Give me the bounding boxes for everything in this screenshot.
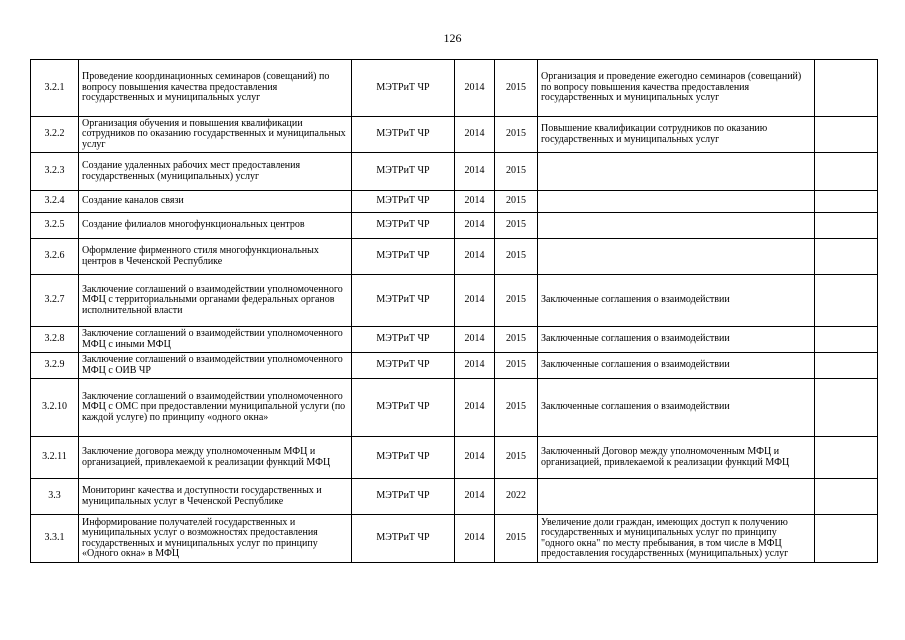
row-number: 3.2.9 (31, 353, 79, 379)
activity-name: Заключение соглашений о взаимодействии уполномоченного МФЦ с ОМС при предоставлении муниципальной услуги (по каждой услуге) по принципу «одного окна» (79, 379, 352, 437)
start-year: 2014 (455, 239, 495, 275)
end-year: 2022 (495, 479, 538, 515)
table-row (31, 437, 878, 479)
end-year: 2015 (495, 117, 538, 153)
row-number: 3.3 (31, 479, 79, 515)
start-year: 2014 (455, 275, 495, 327)
table-row (31, 239, 878, 275)
notes-cell (815, 153, 878, 191)
notes-cell (815, 191, 878, 213)
start-year: 2014 (455, 191, 495, 213)
row-number: 3.2.1 (31, 60, 79, 117)
activity-name: Проведение координационных семинаров (совещаний) по вопросу повышения качества предоставления государственных и муниципальных услуг (79, 60, 352, 117)
start-year: 2014 (455, 479, 495, 515)
start-year: 2014 (455, 153, 495, 191)
program-activities-table (30, 59, 878, 563)
expected-result (538, 153, 815, 191)
activity-name: Создание удаленных рабочих мест предоставления государственных (муниципальных) услуг (79, 153, 352, 191)
table-row (31, 379, 878, 437)
notes-cell (815, 213, 878, 239)
start-year: 2014 (455, 515, 495, 563)
page-number: 126 (443, 31, 462, 45)
activity-name: Создание каналов связи (79, 191, 352, 213)
table-row (31, 479, 878, 515)
activity-name: Мониторинг качества и доступности государственных и муниципальных услуг в Чеченской Республике (79, 479, 352, 515)
start-year: 2014 (455, 353, 495, 379)
start-year: 2014 (455, 213, 495, 239)
table-row (31, 515, 878, 563)
row-number: 3.2.7 (31, 275, 79, 327)
row-number: 3.2.5 (31, 213, 79, 239)
start-year: 2014 (455, 117, 495, 153)
expected-result (538, 213, 815, 239)
executor: МЭТРиТ ЧР (352, 437, 455, 479)
start-year: 2014 (455, 60, 495, 117)
notes-cell (815, 353, 878, 379)
end-year: 2015 (495, 60, 538, 117)
row-number: 3.2.8 (31, 327, 79, 353)
executor: МЭТРиТ ЧР (352, 327, 455, 353)
end-year: 2015 (495, 327, 538, 353)
table-row (31, 153, 878, 191)
expected-result (538, 191, 815, 213)
row-number: 3.2.11 (31, 437, 79, 479)
executor: МЭТРиТ ЧР (352, 191, 455, 213)
expected-result: Повышение квалификации сотрудников по оказанию государственных и муниципальных услуг (538, 117, 815, 153)
table-row (31, 213, 878, 239)
end-year: 2015 (495, 353, 538, 379)
row-number: 3.2.10 (31, 379, 79, 437)
executor: МЭТРиТ ЧР (352, 60, 455, 117)
expected-result: Заключенные соглашения о взаимодействии (538, 327, 815, 353)
activity-name: Организация обучения и повышения квалификации сотрудников по оказанию государственных и муниципальных услуг (79, 117, 352, 153)
expected-result: Заключенный Договор между уполномоченным МФЦ и организацией, привлекаемой к реализации функций МФЦ (538, 437, 815, 479)
expected-result: Заключенные соглашения о взаимодействии (538, 353, 815, 379)
activity-name: Заключение договора между уполномоченным МФЦ и организацией, привлекаемой к реализации функций МФЦ (79, 437, 352, 479)
activity-name: Создание филиалов многофункциональных центров (79, 213, 352, 239)
expected-result: Организация и проведение ежегодно семинаров (совещаний) по вопросу повышения качества предоставления государственных и муниципальных услуг (538, 60, 815, 117)
executor: МЭТРиТ ЧР (352, 153, 455, 191)
notes-cell (815, 479, 878, 515)
row-number: 3.2.4 (31, 191, 79, 213)
expected-result: Заключенные соглашения о взаимодействии (538, 275, 815, 327)
row-number: 3.2.2 (31, 117, 79, 153)
expected-result: Заключенные соглашения о взаимодействии (538, 379, 815, 437)
start-year: 2014 (455, 327, 495, 353)
start-year: 2014 (455, 379, 495, 437)
end-year: 2015 (495, 437, 538, 479)
executor: МЭТРиТ ЧР (352, 353, 455, 379)
expected-result (538, 479, 815, 515)
activity-name: Заключение соглашений о взаимодействии уполномоченного МФЦ с территориальными органами федеральных органов исполнительной власти (79, 275, 352, 327)
executor: МЭТРиТ ЧР (352, 379, 455, 437)
end-year: 2015 (495, 213, 538, 239)
activity-name: Заключение соглашений о взаимодействии уполномоченного МФЦ с иными МФЦ (79, 327, 352, 353)
expected-result (538, 239, 815, 275)
end-year: 2015 (495, 515, 538, 563)
notes-cell (815, 239, 878, 275)
executor: МЭТРиТ ЧР (352, 479, 455, 515)
notes-cell (815, 515, 878, 563)
executor: МЭТРиТ ЧР (352, 515, 455, 563)
end-year: 2015 (495, 191, 538, 213)
expected-result: Увеличение доли граждан, имеющих доступ к получению государственных и муниципальных услуг по принципу "одного окна" по месту пребывания, в том числе в МФЦ предоставления государственных (муниципальных) услуг (538, 515, 815, 563)
row-number: 3.2.6 (31, 239, 79, 275)
end-year: 2015 (495, 239, 538, 275)
table-row (31, 117, 878, 153)
executor: МЭТРиТ ЧР (352, 239, 455, 275)
notes-cell (815, 379, 878, 437)
table-row (31, 275, 878, 327)
notes-cell (815, 117, 878, 153)
row-number: 3.3.1 (31, 515, 79, 563)
end-year: 2015 (495, 275, 538, 327)
activity-name: Оформление фирменного стиля многофункциональных центров в Чеченской Республике (79, 239, 352, 275)
executor: МЭТРиТ ЧР (352, 213, 455, 239)
end-year: 2015 (495, 379, 538, 437)
activity-name: Заключение соглашений о взаимодействии уполномоченного МФЦ с ОИВ ЧР (79, 353, 352, 379)
notes-cell (815, 327, 878, 353)
row-number: 3.2.3 (31, 153, 79, 191)
table-row (31, 327, 878, 353)
start-year: 2014 (455, 437, 495, 479)
executor: МЭТРиТ ЧР (352, 275, 455, 327)
notes-cell (815, 437, 878, 479)
executor: МЭТРиТ ЧР (352, 117, 455, 153)
notes-cell (815, 275, 878, 327)
notes-cell (815, 60, 878, 117)
end-year: 2015 (495, 153, 538, 191)
table-row (31, 191, 878, 213)
table-row (31, 60, 878, 117)
table-row (31, 353, 878, 379)
activity-name: Информирование получателей государственных и муниципальных услуг о возможностях предоставления государственных и муниципальных услуг по принципу «Одного окна» в МФЦ (79, 515, 352, 563)
